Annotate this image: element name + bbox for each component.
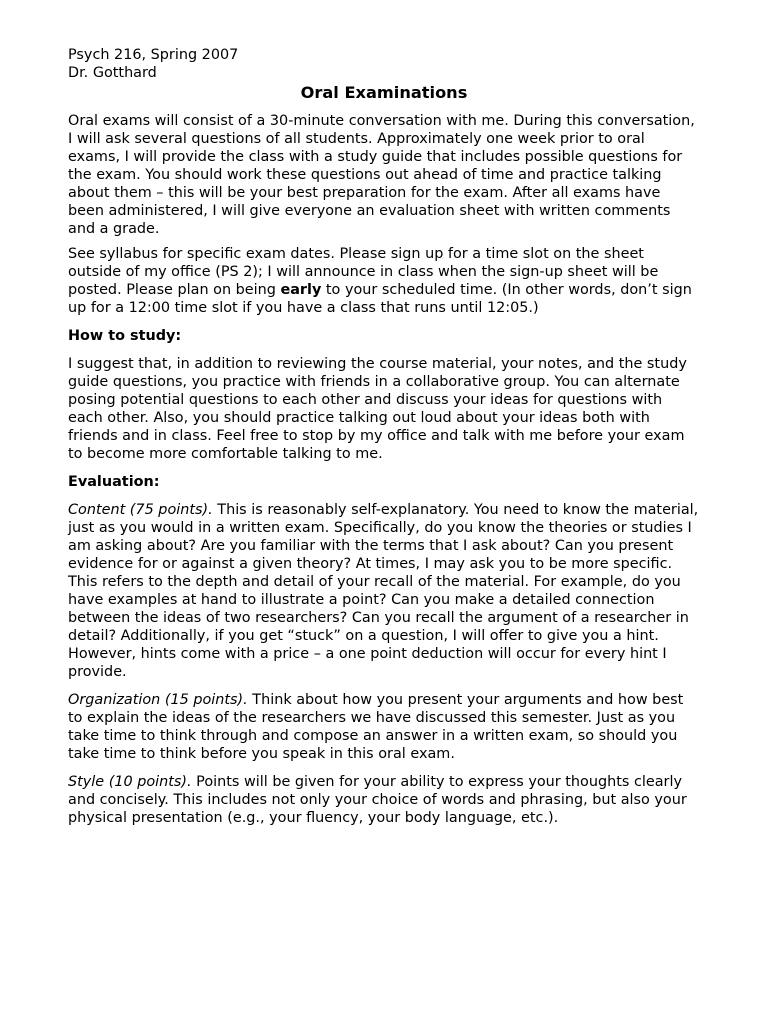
style-label: Style (10 points). [68,774,192,790]
content-criterion [68,501,700,681]
content-text: This is reasonably self-explanatory. You need to know the material, just as you would in a written exam. Specifically, do you know the theories or studies I am asking about? Are you familiar with the terms that I ask about? Can you present evidence for or against a given theory? At times, I may ask you to be more specific. This refers to the depth and detail of your recall of the material. For example, do you have examples at hand to illustrate a point? Can you make a detailed connection between the ideas of two researchers? Can you recall the argument of a researcher in detail? Additionally, if you get “stuck” on a question, I will offer to give you a hint. However, hints come with a price – a one point deduction will occur for every hint I provide. [68,502,699,680]
content-label: Content (75 points). [68,502,213,518]
organization-criterion [68,691,700,763]
signup-paragraph [68,245,700,317]
instructor-name: Dr. Gotthard [68,65,157,81]
organization-text: Think about how you present your arguments and how best to explain the ideas of the researchers we have discussed this semester. Just as you take time to think through and compose an answer in a written exam, so should you take time to think before you speak in this oral exam. [68,692,684,762]
page-title: Oral Examinations [300,83,468,102]
evaluation-heading: Evaluation: [68,474,160,490]
signup-text-before: See syllabus for specific exam dates. Please sign up for a time slot on the sheet outside of my office (PS 2); I will announce in class when the sign-up sheet will be posted. Please plan on being [68,246,659,298]
intro-paragraph: Oral exams will consist of a 30-minute conversation with me. During this conversation, I will ask several questions of all students. Approximately one week prior to oral exams, I will provide the class with a study guide that includes possible questions for the exam. You should work these questions out ahead of time and practice talking about them – this will be your best preparation for the exam. After all exams have been administered, I will give everyone an evaluation sheet with written comments and a grade. [68,113,695,237]
style-text: Points will be given for your ability to express your thoughts clearly and concisely. This includes not only your choice of words and phrasing, but also your physical presentation (e.g., your fluency, your body language, etc.). [68,774,687,826]
study-heading: How to study: [68,328,182,344]
style-criterion [68,773,700,827]
signup-text-after: to your scheduled time. (In other words, don’t sign up for a 12:00 time slot if you have a class that runs until 12:05.) [68,282,692,316]
study-paragraph: I suggest that, in addition to reviewing the course material, your notes, and the study guide questions, you practice with friends in a collaborative group. You can alternate posing potential questions to each other and discuss your ideas for questions with each other. Also, you should practice talking out loud about your ideas both with friends and in class. Feel free to stop by my office and talk with me before your exam to become more comfortable talking to me. [68,356,687,462]
course-name: Psych 216, Spring 2007 [68,47,239,63]
signup-emphasis: early [280,282,322,298]
organization-label: Organization (15 points). [68,692,248,708]
